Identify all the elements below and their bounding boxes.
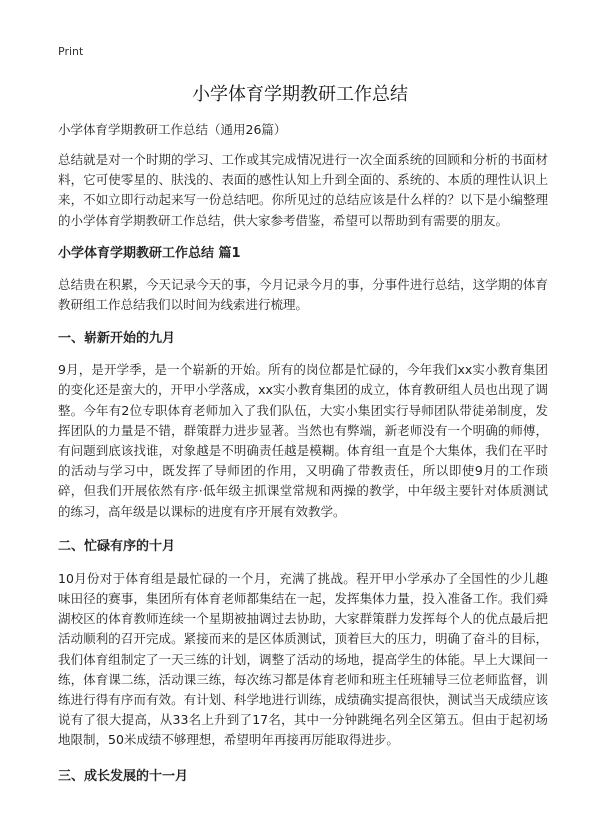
piece-heading: 小学体育学期教研工作总结 篇1	[58, 245, 241, 261]
article-body	[58, 120, 548, 799]
section-body-september: 9月，是开学季，是一个崭新的开始。所有的岗位都是忙碌的，今年我们xx实小教育集团的变化还是蛮大的，开甲小学落成，xx实小教育集团的成立，体育教研组人员也出现了调整。今年有2位专职体育老师加入了我们队伍，大实小集团实行导师团队带徒弟制度，发挥团队的力量是不错，群策群力进步显著。当然也有弊端，新老师没有一个明确的师傅，有问题到底该找谁，对象越是不明确责任越是模糊。体育组一直是个大集体，我们在平时的活动与学习中，既发挥了导师团的作用，又明确了带教责任，所以即使9月的工作琐碎，但我们开展依然有序·低年级主抓课堂常规和两操的教学，中年级主要针对体质测试的练习，高年级是以课标的进度有序开展有效教学。	[58, 362, 548, 519]
page-title: 小学体育学期教研工作总结	[192, 84, 408, 105]
section-heading-november: 三、成长发展的十一月	[58, 768, 189, 784]
intro-paragraph: 总结就是对一个时期的学习、工作或其完成情况进行一次全面系统的回顾和分析的书面材料，它可使零星的、肤浅的、表面的感性认知上升到全面的、系统的、本质的理性认识上来，不如立即行动起来写一份总结吧。你所见过的总结应该是什么样的？以下是小编整理的小学体育学期教研工作总结，供大家参考借鉴，希望可以帮助到有需要的朋友。	[58, 152, 548, 228]
article-subtitle: 小学体育学期教研工作总结（通用26篇）	[58, 122, 287, 137]
piece-intro-paragraph: 总结贵在积累，今天记录今天的事，今月记录今月的事，分事件进行总结，这学期的体育教研组工作总结我们以时间为线索进行梳理。	[58, 276, 548, 313]
section-body-october: 10月份对于体育组是最忙碌的一个月，充满了挑战。程开甲小学承办了全国性的少儿趣味田径的赛事，集团所有体育老师都集结在一起，发挥集体力量，投入准备工作。我们舜湖校区的体育教师连续一个星期被抽调过去协助，大家群策群力发挥每个人的优点最后把活动顺利的召开完成。紧接而来的是区体质测试，顶着巨大的压力，明确了奋斗的目标，我们体育组制定了一天三练的计划，调整了活动的场地，提高学生的体能。早上大课间一练，体育课二练，活动课三练，每次练习都是体育老师和班主任班辅导三位老师监督，训练进行得有序而有效。有计划、科学地进行训练，成绩确实提高很快，测试当天成绩应该说有了很大提高，从33名上升到了17名，其中一分钟跳绳名列全区第五。但由于起初场地限制，50米成绩不够理想，希望明年再接再厉能取得进步。	[58, 570, 548, 748]
section-heading-october: 二、忙碌有序的十月	[58, 538, 176, 554]
print-link[interactable]: Print	[58, 45, 84, 58]
section-heading-september: 一、崭新开始的九月	[58, 331, 176, 347]
